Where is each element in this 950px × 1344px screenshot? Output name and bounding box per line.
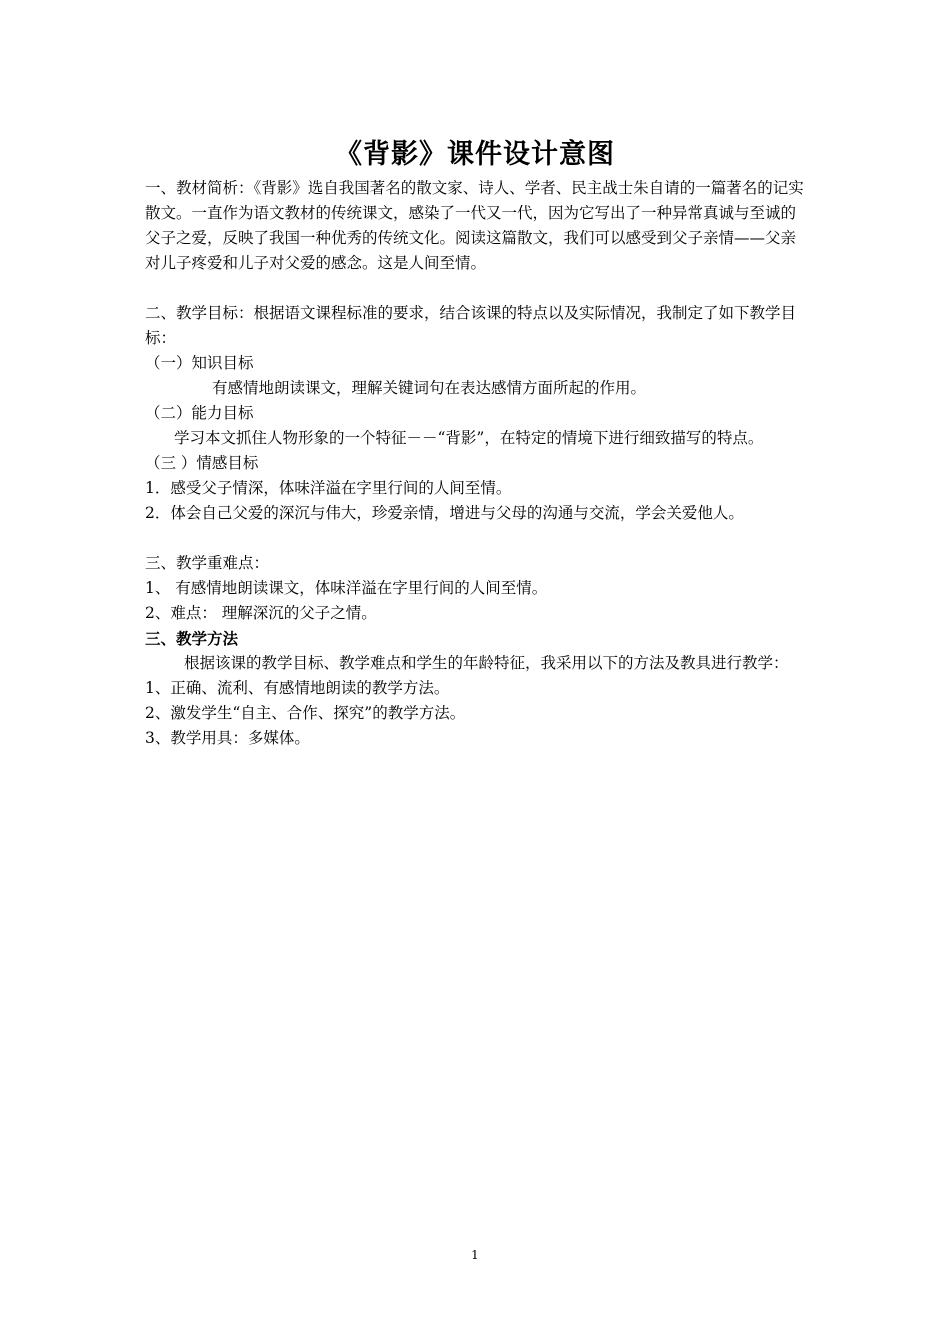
key-points-heading: 三、教学重难点： xyxy=(145,554,270,572)
document-body xyxy=(145,176,810,751)
ability-goal-heading: （二）能力目标 xyxy=(145,404,254,422)
knowledge-goal-text: 有感情地朗读课文，理解关键词句在表达感情方面所起的作用。 xyxy=(212,379,647,397)
key-point-item-1: 1、 有感情地朗读课文，体味洋溢在字里行间的人间至情。 xyxy=(145,579,548,597)
key-point-item-2: 2、难点： 理解深沉的父子之情。 xyxy=(145,604,377,622)
emotion-goal-heading: （三 ）情感目标 xyxy=(145,454,259,472)
knowledge-goal-heading: （一）知识目标 xyxy=(145,354,254,372)
paragraph-spacer xyxy=(145,276,810,301)
methods-intro-paragraph: 根据该课的教学目标、教学难点和学生的年龄特征，我采用以下的方法及教具进行教学： xyxy=(184,654,789,672)
paragraph-spacer xyxy=(145,526,810,551)
methods-heading: 三、教学方法 xyxy=(145,629,239,648)
method-item-2: 2、激发学生“自主、合作、探究”的教学方法。 xyxy=(145,704,466,722)
page-number: 1 xyxy=(471,1248,479,1262)
emotion-goal-item-2: 2．体会自己父爱的深沉与伟大，珍爱亲情，增进与父母的沟通与交流，学会关爱他人。 xyxy=(145,504,744,522)
goals-intro-paragraph: 二、教学目标：根据语文课程标准的要求，结合该课的特点以及实际情况，我制定了如下教学目标： xyxy=(145,304,797,347)
ability-goal-text: 学习本文抓住人物形象的一个特征－－“背影”，在特定的情境下进行细致描写的特点。 xyxy=(174,429,764,447)
method-item-1: 1、正确、流利、有感情地朗读的教学方法。 xyxy=(145,679,450,697)
analysis-paragraph: 一、教材简析：《背影》选自我国著名的散文家、诗人、学者、民主战士朱自请的一篇著名的记实散文。一直作为语文教材的传统课文，感染了一代又一代，因为它写出了一种异常真诚与至诚的父子之爱，反映了我国一种优秀的传统文化。阅读这篇散文，我们可以感受到父子亲情——父亲对儿子疼爱和儿子对父爱的感念。这是人间至情。 xyxy=(145,179,804,272)
emotion-goal-item-1: 1．感受父子情深，体味洋溢在字里行间的人间至情。 xyxy=(145,479,512,497)
document-title: 《背影》课件设计意图 xyxy=(335,139,615,170)
method-item-3: 3、教学用具：多媒体。 xyxy=(145,729,310,747)
